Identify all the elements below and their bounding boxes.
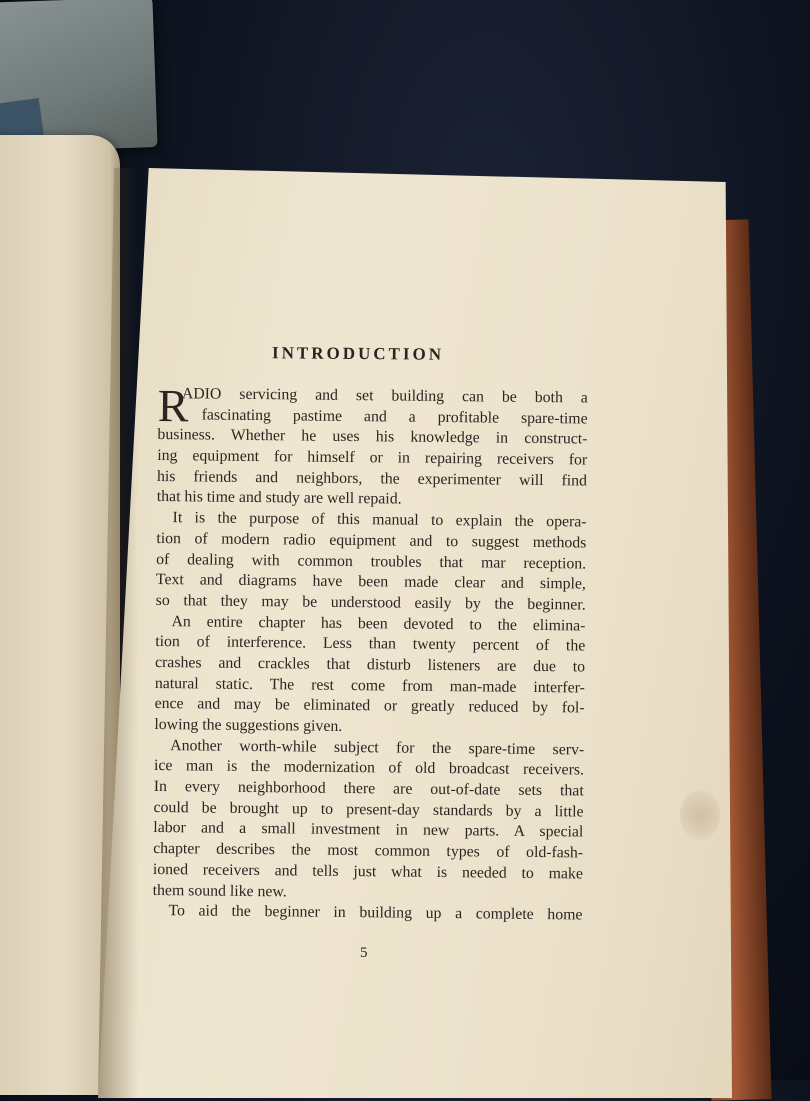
text-line: ioned receivers and tells just what is needed to make <box>152 860 583 883</box>
text-line: so that they may be understood easily by the beginner. <box>155 591 586 614</box>
text-line: chapter describes the most common types of old-fash- <box>153 840 584 862</box>
text-line: It is the purpose of this manual to explain the opera- <box>172 509 587 531</box>
text-line: To aid the beginner in building up a complete home <box>168 902 583 924</box>
page-number: 5 <box>360 945 368 961</box>
text-line: Another worth-while subject for the spare-time serv- <box>170 736 585 759</box>
text-line: tion of modern radio equipment and to suggest methods <box>156 529 587 552</box>
text-line: them sound like new. <box>152 881 287 900</box>
first-paragraph-opening <box>157 380 588 432</box>
text-line: crashes and crackles that disturb listeners are due to <box>154 653 586 676</box>
drop-cap: R <box>157 380 189 432</box>
text-line: ice man is the modernization of old broadcast receivers. <box>153 757 585 779</box>
text-line: labor and a small investment in new parts. A special <box>153 819 584 841</box>
text-line: In every neighborhood there are out-of-date sets that <box>153 778 584 800</box>
text-line: ing equipment for himself or in repairing receivers for <box>157 447 588 469</box>
text-line: lowing the suggestions given. <box>154 715 343 735</box>
text-line: ence and may be eliminated or greatly reduced by fol- <box>154 695 585 717</box>
text-line: his friends and neighbors, the experimenter will find <box>156 467 588 490</box>
text-line: natural static. The rest come from man-made interfer- <box>154 674 585 697</box>
text-line: fascinating pastime and a profitable spare-time <box>201 406 588 428</box>
text-line: ADIO servicing and set building can be both a <box>181 385 588 407</box>
text-line: of dealing with common troubles that mar reception. <box>156 550 587 572</box>
text-line: could be brought up to present-day standards by a little <box>153 798 584 821</box>
text-line: that his time and study are well repaid. <box>156 488 402 508</box>
text-line: tion of interference. Less than twenty percent of the <box>155 633 586 655</box>
text-line: An entire chapter has been devoted to the elimina- <box>171 612 586 635</box>
body-text <box>152 380 588 926</box>
text-line: business. Whether he uses his knowledge in construct- <box>157 426 588 448</box>
text-line: Text and diagrams have been made clear and simple, <box>155 571 587 593</box>
page-stain <box>680 790 720 840</box>
chapter-heading: INTRODUCTION <box>271 343 445 364</box>
background-book <box>0 0 158 153</box>
